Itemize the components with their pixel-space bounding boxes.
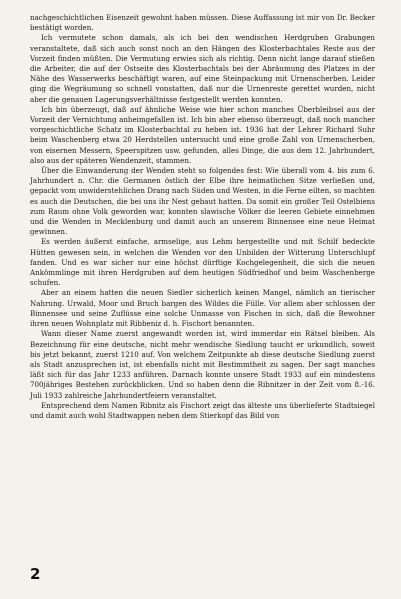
paragraph-5: Es werden äußerst einfache, armselige, aus Lehm hergestellte und mit Schilf bedeckte Hütten gewesen sein, in welchen die Wenden vor den Unbilden der Witterung Unterschlupf fanden. Und es war sicher nur eine höchst dürftige Kochgelegenheit, die sich die neuen Ankömmlinge mit ihren Herdgruben auf dem heutigen Südfriedhof und beim Waschenberge schufen. [30,237,375,288]
paragraph-1: nachgeschichtlichen Eisenzeit gewohnt haben müssen. Diese Auffassung ist mir von Dr. Becker bestätigt worden. [30,13,375,33]
body-text [30,13,375,421]
page-number: 2 [30,565,41,583]
paragraph-8: Entsprechend dem Namen Ribnitz als Fischort zeigt das älteste uns überlieferte Stadtsiegel und damit auch wohl Stadtwappen neben dem Stierkopf das Bild von [30,400,375,420]
paragraph-4: Über die Einwanderung der Wenden steht so folgendes fest: Wie überall vom 4. bis zum 6. Jahrhundert n. Chr. die Germanen östlich der Elbe ihre heimatlichen Sitze verließen und, gepackt vom unwiderstehlichen Drang nach Süden und Westen, in die Ferne eilten, so machten es auch die Deutschen, die bei uns ihr Nest gebaut hatten. Da somit ein großer Teil Ostelbiens zum Raum ohne Volk geworden war, konnten slawische Völker die leeren Gebiete einnehmen und die Wenden in Mecklenburg und damit auch an unserem Binnensee eine neue Heimat gewinnen. [30,166,375,237]
paragraph-7: Wann dieser Name zuerst angewandt worden ist, wird immerdar ein Rätsel bleiben. Als Bezeichnung für eine deutsche, nicht mehr wendische Siedlung taucht er urkundlich, soweit bis jetzt bekannt, zuerst 1210 auf. Von welchem Zeitpunkte ab diese deutsche Siedlung zuerst als Stadt anzusprechen ist, ist ebenfalls nicht mit Bestimmtheit zu sagen. Der sagt manches läßt sich für das Jahr 1233 anführen. Darnach konnte unsere Stadt 1933 auf ein mindestens 700jähriges Bestehen zurückblicken. Und so haben denn die Ribnitzer in der Zeit vom 8.-16. Juli 1933 zahlreiche Jahrhundertfeiern veranstaltet. [30,329,375,400]
paragraph-6: Aber an einem hatten die neuen Siedler sicherlich keinen Mangel, nämlich an tierischer Nahrung. Urwald, Moor und Bruch bargen des Wildes die Fülle. Vor allem aber schlossen der Binnensee und seine Zuflüsse eine solche Unmasse von Fischen in sich, daß die Bewohner ihren neuen Wohnplatz mit Ribbeniz d. h. Fischort benannten. [30,288,375,329]
paragraph-2: Ich vermutete schon damals, als ich bei den wendischen Herdgruben Grabungen veranstaltete, daß sich auch sonst noch an den Hängen des Klosterbachtales Reste aus der Vorzeit finden müßten. Die Vermutung erwies sich als richtig. Denn nicht lange darauf stießen die Arbeiter, die auf der Ostseite des Klosterbachtals bei der Abräumung des Platzes in der Nähe des Wasserwerks beschäftigt waren, auf eine Steinpackung mit Urnenscherben. Leider ging die Wegräumung so schnell vonstatten, daß nur die Urnenreste gerettet wurden, nicht aber die genauen Lagerungsverhältnisse festgestellt werden konnten. [30,33,375,104]
paragraph-3: Ich bin überzeugt, daß auf ähnliche Weise wie hier schon manches Überbleibsel aus der Vorzeit der Vernichtung anheimgefallen ist. Ich bin aber ebenso überzeugt, daß noch mancher vorgeschichtliche Schatz im Klosterbachtal zu heben ist. 1936 hat der Lehrer Richard Suhr beim Waschenberg etwa 20 Herdstellen untersucht und eine große Zahl von Urnenscherben, von eisernen Messern, Speerspitzen usw. gefunden, alles Dinge, die aus dem 12. Jahrhundert, also aus der späteren Wendenzeit, stammen. [30,104,375,165]
